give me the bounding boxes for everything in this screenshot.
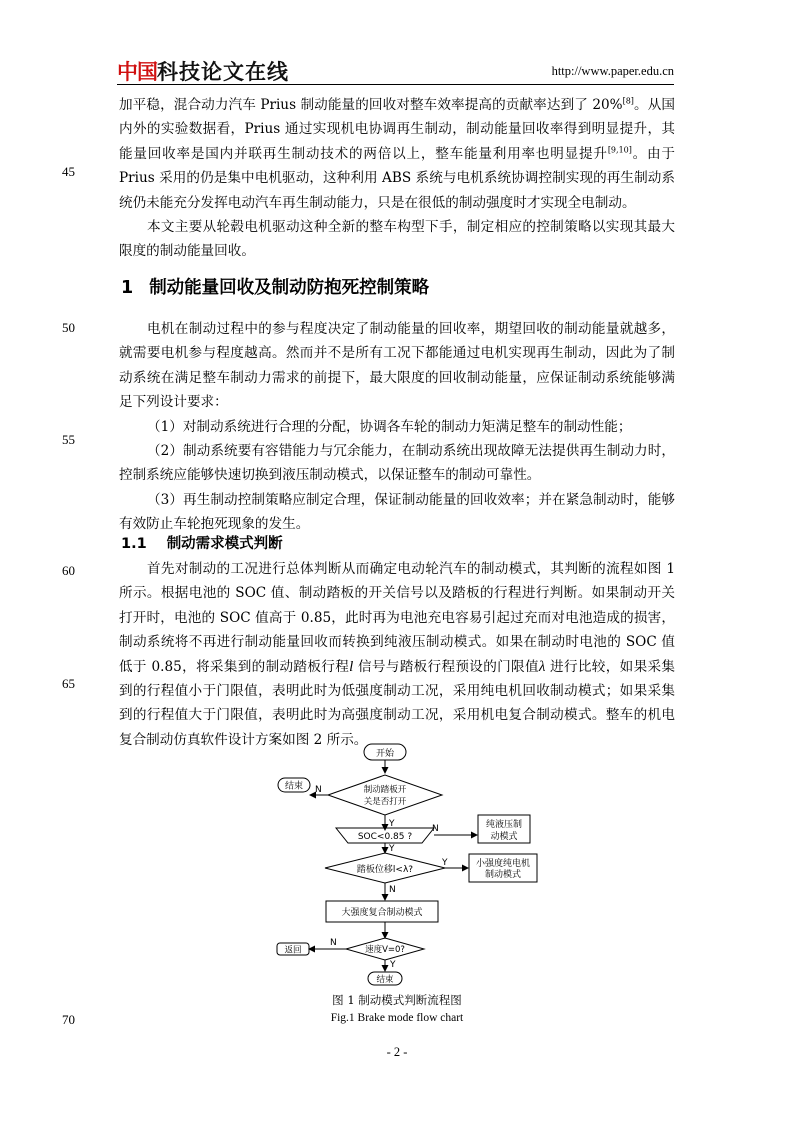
- return-label: 返回: [284, 945, 302, 956]
- header-url[interactable]: http://www.paper.edu.cn: [551, 64, 674, 78]
- requirement-2: （2）制动系统要有容错能力与冗余能力，在制动系统出现故障无法提供再生制动力时，控制系统应能够快速切换到液压制动模式，以保证整车的制动可靠性。: [119, 443, 675, 484]
- header-rule: [117, 84, 674, 85]
- line-number: 65: [62, 676, 75, 691]
- pedal-travel-label: 踏板位移l<λ?: [356, 865, 414, 875]
- logo-part2: 科技论文在线: [157, 60, 289, 84]
- line-number: 50: [62, 320, 75, 335]
- no-label: N: [389, 885, 396, 895]
- line-number: 55: [62, 432, 75, 447]
- line-number: 45: [62, 164, 75, 179]
- speed-label: 速度V=0?: [365, 945, 405, 955]
- section-heading: [121, 274, 429, 299]
- site-logo: [117, 58, 289, 84]
- subsection-number: 1.1: [121, 536, 147, 552]
- intro-paragraph-2: 本文主要从轮毂电机驱动这种全新的整车构型下手，制定相应的控制策略以实现其最大限度的制动能量回收。: [119, 219, 675, 260]
- figure-caption-cn: 图 1 制动模式判断流程图: [332, 993, 462, 1007]
- requirement-3: （3）再生制动控制策略应制定合理，保证制动能量的回收效率；并在紧急制动时，能够有效防止车轮抱死现象的发生。: [119, 491, 675, 533]
- end-label-left: 结束: [284, 781, 304, 792]
- subsection-body: [119, 557, 675, 752]
- subsection-paragraph: 首先对制动的工况进行总体判断从而确定电动轮汽车的制动模式，其判断的流程如图 1 所示。根据电池的 SOC 值、制动踏板的开关信号以及踏板的行程进行判断。如果制动开关打开时，电池的 SOC 值高于 0.85，此时再为电池充电容易引起过充而对电池造成的损害，制动系统将不再进行制动能量回收而转换到纯液压制动模式。如果在制动时电池的 SOC 值低于 0.85，将采集到的制动踏板行程l 信号与踏板行程预设的门限值λ 进行比较，如果采集到的行程值小于门限值，表明此时为低强度制动工况，采用纯电机回收制动模式；如果采集到的行程值大于门限值，表明此时为高强度制动工况，采用机电复合制动模式。整车的机电复合制动仿真软件设计方案如图 2 所示。: [119, 561, 676, 748]
- compound-label: 大强度复合制动模式: [341, 908, 423, 918]
- pedal-switch-line2: 关是否打开: [363, 797, 407, 807]
- motor-line1: 小强度纯电机: [475, 859, 531, 869]
- soc-label: SOC<0.85 ?: [357, 832, 413, 842]
- flowchart: [270, 740, 550, 990]
- start-label: 开始: [375, 749, 395, 759]
- no-label: N: [315, 785, 322, 795]
- hydraulic-line2: 动模式: [490, 832, 518, 842]
- figure-caption-en: Fig.1 Brake mode flow chart: [330, 1012, 464, 1024]
- intro-block: [119, 93, 675, 264]
- subsection-title: 制动需求模式判断: [166, 536, 283, 552]
- end-label-bottom: 结束: [376, 975, 394, 985]
- yes-label: Y: [442, 858, 448, 868]
- citation[interactable]: [8]: [622, 96, 634, 106]
- symbol-l: l: [349, 658, 354, 675]
- no-label: N: [330, 938, 337, 948]
- page-number: - 2 -: [386, 1045, 408, 1059]
- section-title: 制动能量回收及制动防抱死控制策略: [149, 278, 430, 298]
- symbol-lambda: λ: [538, 658, 546, 675]
- line-number: 60: [62, 563, 75, 578]
- subsection-heading: [121, 532, 283, 553]
- intro-paragraph-1: 加平稳，混合动力汽车 Prius 制动能量的回收对整车效率提高的贡献率达到了 20%[8]。从国内外的实验数据看，Prius 通过实现机电协调再生制动，制动能量回收率得到明显提升，其能量回收率是国内并联再生制动技术的两倍以上，整车能量利用率也明显提升[9,10]。由于 Prius 采用的仍是集中电机驱动，这种利用 ABS 系统与电机系统协调控制实现的再生制动系统仍未能充分发挥电动汽车再生制动能力，只是在很低的制动强度时才实现全电制动。: [119, 96, 676, 211]
- pedal-switch-decision: [328, 775, 442, 815]
- section1-paragraph: 电机在制动过程中的参与程度决定了制动能量的回收率，期望回收的制动能量就越多，就需要电机参与程度越高。然而并不是所有工况下都能通过电机实现再生制动，因此为了制动系统在满足整车制动力需求的前提下，最大限度的回收制动能量，应保证制动系统能够满足下列设计要求：: [119, 321, 675, 411]
- yes-label: Y: [390, 960, 396, 970]
- section-number: 1: [121, 278, 134, 298]
- logo-part1: 中国: [117, 60, 157, 84]
- citation[interactable]: [9,10]: [607, 145, 632, 155]
- section1-body: [119, 317, 675, 537]
- line-number: 70: [62, 1012, 75, 1027]
- requirement-1: （1）对制动系统进行合理的分配，协调各车轮的制动力矩满足整车的制动性能；: [147, 418, 632, 435]
- yes-label: Y: [389, 844, 395, 854]
- pedal-switch-line1: 制动踏板开: [363, 785, 407, 795]
- yes-label: Y: [389, 819, 395, 829]
- no-label: N: [432, 824, 439, 834]
- hydraulic-line1: 纯液压制: [485, 820, 523, 830]
- motor-line2: 制动模式: [484, 870, 522, 880]
